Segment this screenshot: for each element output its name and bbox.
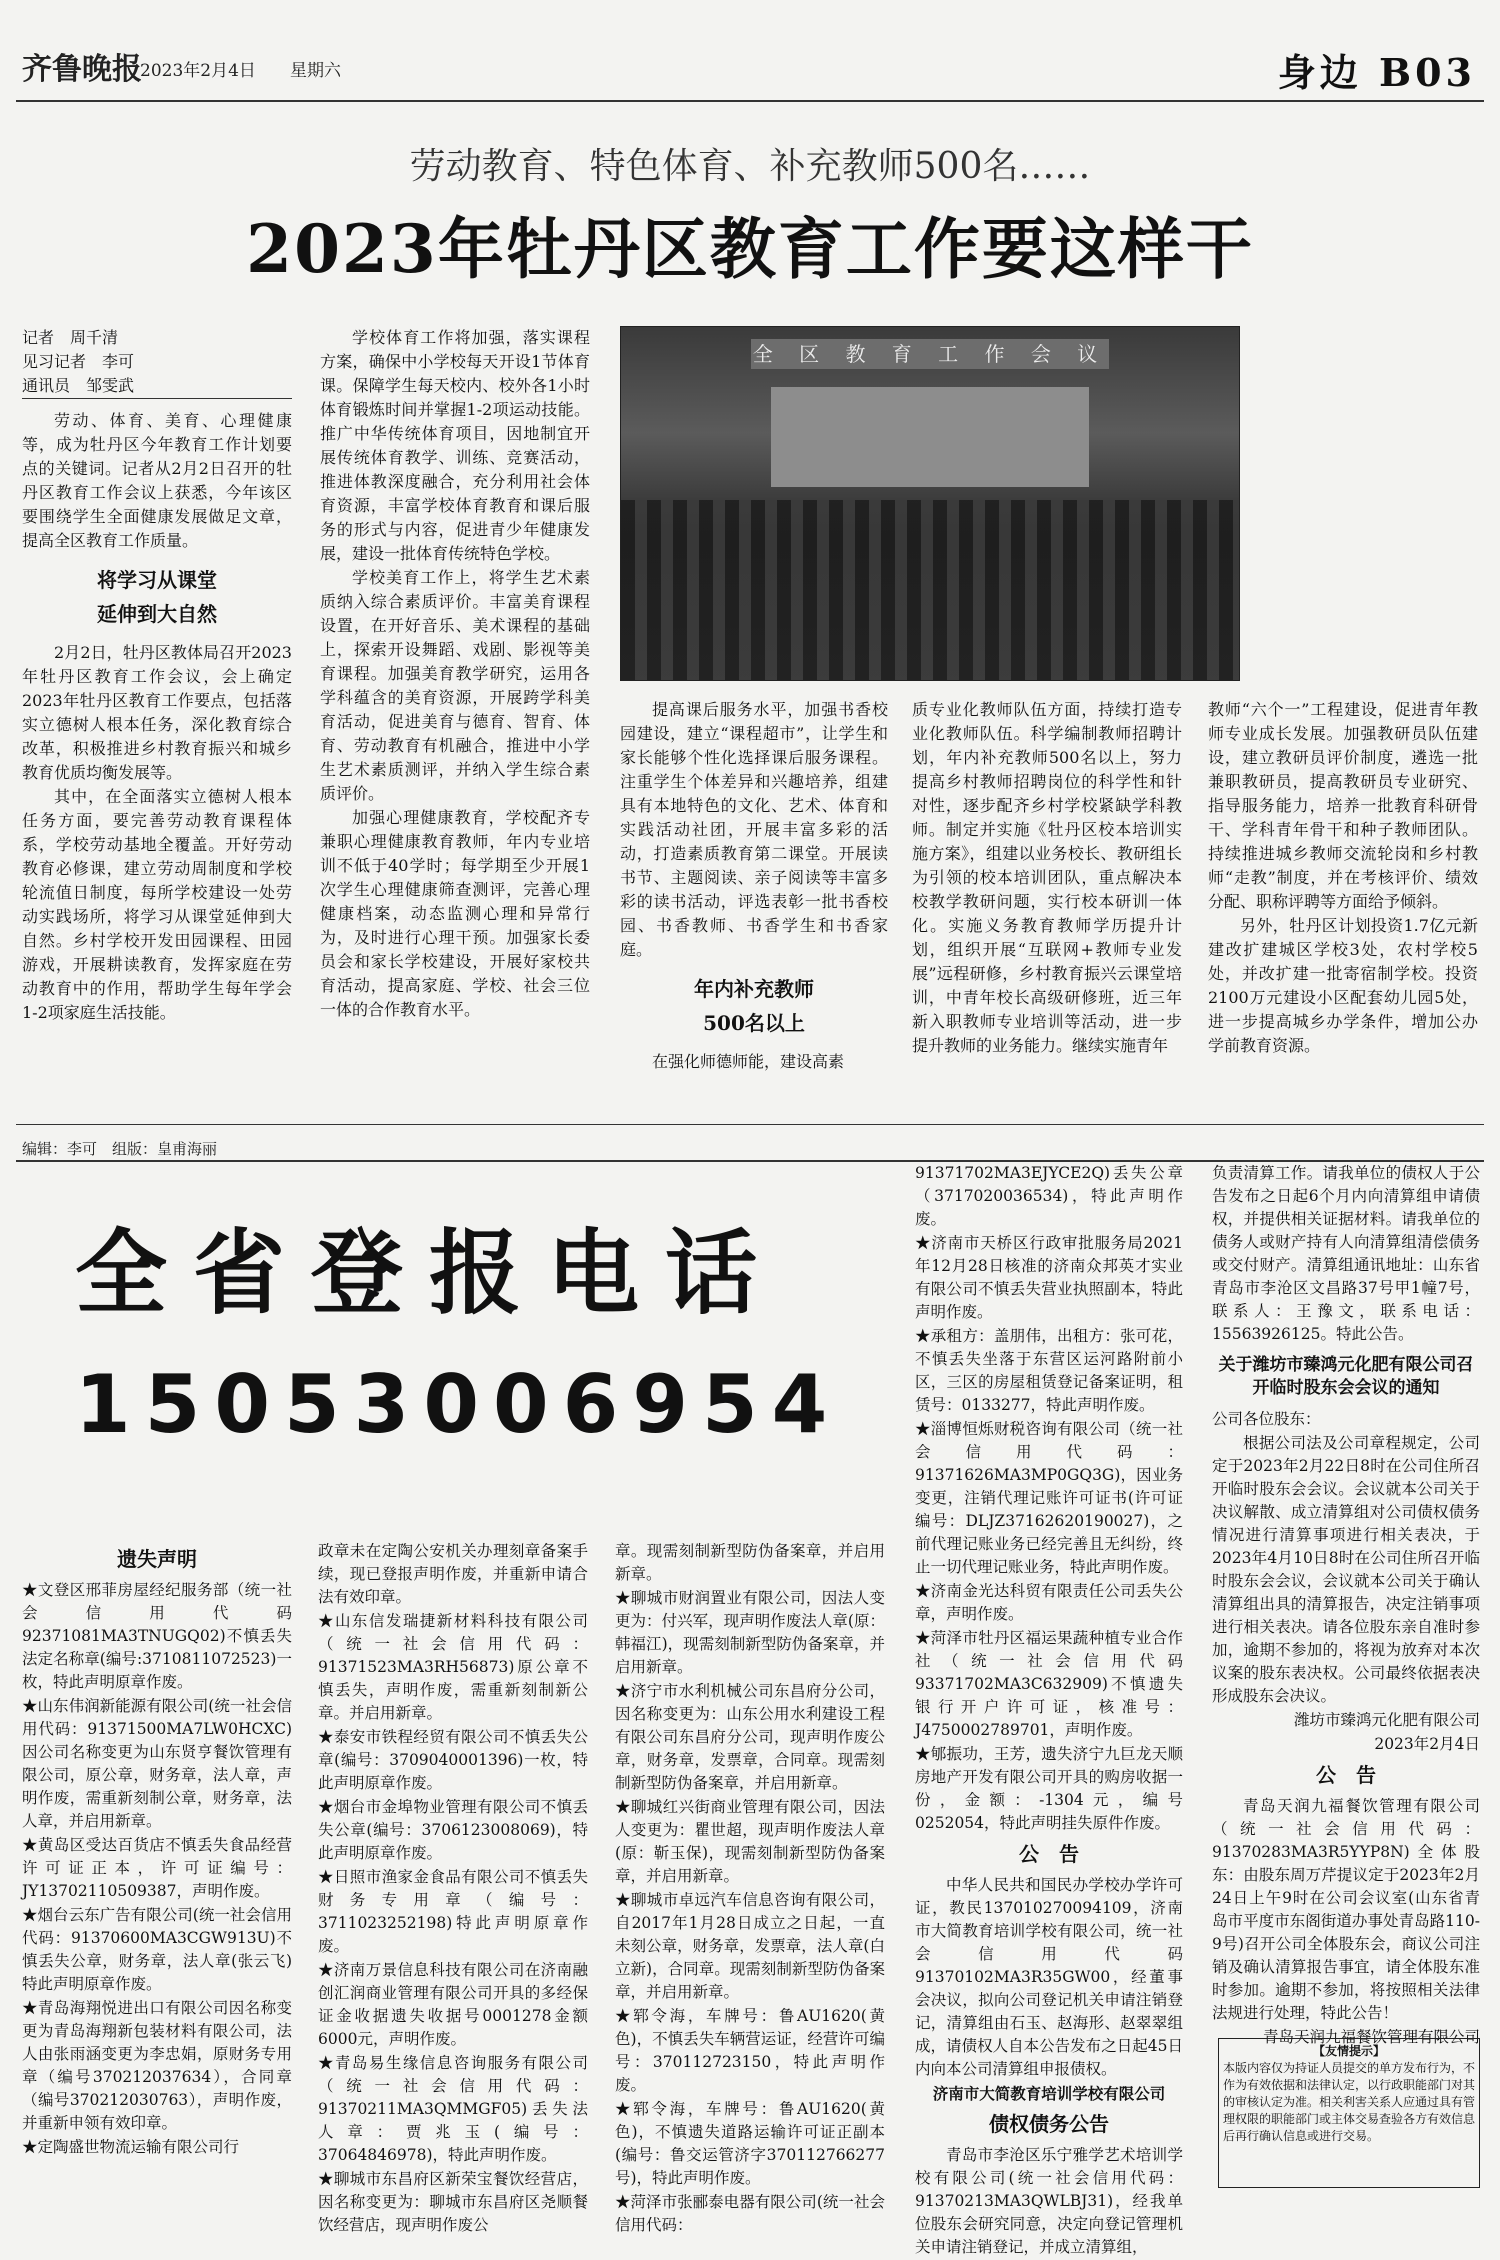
byline-reporter: 记者 周千清 xyxy=(22,328,119,347)
notice-item: ★黄岛区受达百货店不慎丢失食品经营许可证正本，许可证编号：JY13702110509387，声明作废。 xyxy=(22,1836,292,1900)
notice-item: ★山东信发瑞捷新材料科技有限公司（统一社会信用代码：91371523MA3RH56873)原公章不慎丢失，声明作废，需重新刻制新公章。并启用新章。 xyxy=(318,1612,588,1722)
paragraph: 学校体育工作将加强，落实课程方案，确保中小学校每天开设1节体育课。保障学生每天校内、校外各1小时体育锻炼时间并掌握1-2项运动技能。推广中华传统体育项目，因地制宜开展传统体育教学、训练、竞赛活动，推进体教深度融合，充分利用社会体育资源，丰富学校体育教育和课后服务的形式与内容，促进青少年健康发展，建设一批体育传统特色学校。 xyxy=(320,328,590,563)
tip-body: 本版内容仅为持证人员提交的单方发布行为，不作为有效依据和法律认定，以行政职能部门对其的审核认定为准。相关利害关系人应通过具有管理权限的职能部门或主体交易查验各方有效信息后再行确认信息或进行交易。 xyxy=(1223,2061,1476,2143)
notice-item: ★济南市天桥区行政审批服务局2021年12月28日核准的济南众邦英才实业有限公司不慎丢失营业执照副本，特此声明作废。 xyxy=(915,1234,1183,1321)
subheading-1 xyxy=(22,563,292,631)
notice-signature: 潍坊市臻鸿元化肥有限公司 xyxy=(1293,1711,1480,1729)
article-title: 2023年牡丹区教育工作要这样干 xyxy=(246,210,1254,288)
notice-column-d xyxy=(915,1162,1183,2260)
ad-phone-number: 15053006954 xyxy=(75,1358,842,1451)
paragraph: 提高课后服务水平，加强书香校园建设，建立“课程超市”，让学生和家长能够个性化选择课后服务课程。注重学生个体差异和兴趣培养，组建具有本地特色的文化、艺术、体育和实践活动社团，开展丰富多彩的活动，打造素质教育第二课堂。开展读书节、主题阅读、亲子阅读等丰富多彩的读书活动，评选表彰一批书香校园、书香教师、书香学生和书香家庭。 xyxy=(620,700,888,959)
article-subtitle: 劳动教育、特色体育、补充教师500名…… xyxy=(409,146,1091,187)
notice-item: 公司各位股东： xyxy=(1212,1410,1321,1428)
byline xyxy=(22,326,292,399)
notice-item: ★烟台云东广告有限公司(统一社会信用代码：91370600MA3CGW913U)不慎丢失公章，财务章，法人章(张云飞)特此声明原章作废。 xyxy=(22,1906,292,1993)
photo-stage xyxy=(771,387,1089,487)
notice-date: 2023年2月4日 xyxy=(1374,1735,1480,1753)
editor-credit: 编辑：李可 组版：皇甫海丽 xyxy=(22,1140,218,1158)
notice-item: ★郓令海，车牌号：鲁AU1620(黄色)，不慎丢失车辆营运证，经营许可编号：370112723150，特此声明作废。 xyxy=(615,2007,885,2094)
notice-item: ★泰安市铁程经贸有限公司不慎丢失公章(编号：3709040001396)一枚，特此声明原章作废。 xyxy=(318,1728,588,1792)
notice-item: ★承租方：盖朋伟，出租方：张可花，不慎丢失坐落于东营区运河路附前小区，三区的房屋租赁登记备案证明，租赁号：0133277，特此声明作废。 xyxy=(915,1327,1183,1414)
notice-item: ★烟台市金埠物业管理有限公司不慎丢失公章(编号：3706123008069)，特此声明原章作废。 xyxy=(318,1798,588,1862)
notice-item: 章。现需刻制新型防伪备案章，并启用新章。 xyxy=(615,1542,885,1583)
article-column-4 xyxy=(912,698,1182,1058)
notice-item: 根据公司法及公司章程规定，公司定于2023年2月22日8时在公司住所召开临时股东会会议。会议就本公司关于决议解散、成立清算组对公司债权债务情况进行清算事项进行相关表决，于2023年4月10日8时在公司住所召开临时股东会会议，会议就本公司关于确认清算组出具的清算报告，决定注销事项进行相关表决。请各位股东亲自准时参加，逾期不参加的，将视为放弃对本次议案的股东表决权。公司最终依据表决形成股东会决议。 xyxy=(1212,1434,1480,1705)
friendly-tip-box xyxy=(1218,2038,1480,2188)
notice-item: 青岛天润九福餐饮管理有限公司（统一社会信用代码：91370283MA3R5YYP8N)全体股东：由股东周万芹提议定于2023年2月24日上午9时在公司会议室(山东省青岛市平度市东阁街道办事处青岛路110-9号)召开公司全体股东会，商议公司注销及确认清算报告事宜，请全体股东准时参加。逾期不参加，将按照相关法律法规进行处理，特此公告！ xyxy=(1212,1797,1480,2022)
notice-item: ★聊城市东昌府区新荣宝餐饮经营店，因名称变更为：聊城市东昌府区尧顺餐饮经营店，现声明作废公 xyxy=(318,2170,588,2234)
notice-column-e xyxy=(1212,1162,1480,2050)
notice-column-c xyxy=(615,1540,885,2238)
tip-heading: 【友情提示】 xyxy=(1312,2044,1385,2058)
notice-item: ★定陶盛世物流运输有限公司行 xyxy=(22,2138,240,2156)
paragraph: 另外，牡丹区计划投资1.7亿元新建改扩建城区学校3处，农村学校5处，并改扩建一批寄宿制学校。投资2100万元建设小区配套幼儿园5处，进一步提高城乡办学条件，增加公办学前教育资源。 xyxy=(1208,916,1478,1055)
notice-item: ★济宁市水利机械公司东昌府分公司，因名称变更为：山东公用水利建设工程有限公司东昌府分公司，现声明作废公章，财务章，发票章，合同章。现需刻制新型防伪备案章，并启用新章。 xyxy=(615,1682,885,1792)
notice-item: ★菏泽市牡丹区福运果蔬种植专业合作社（统一社会信用代码93371702MA3C632909)不慎遗失银行开户许可证，核准号：J4750002789701，声明作废。 xyxy=(915,1629,1183,1739)
notice-signature: 济南市大简教育培训学校有限公司 xyxy=(932,2084,1166,2103)
section-label: 身边 B03 xyxy=(1277,50,1476,95)
paragraph: 质专业化教师队伍方面，持续打造专业化教师队伍。科学编制教师招聘计划，年内补充教师500名以上，努力提高乡村教师招聘岗位的科学性和针对性，逐步配齐乡村学校紧缺学科教师。制定并实施《牡丹区校本培训实施方案》，组建以业务校长、教研组长为引领的校本培训团队，重点解决本校教学教研问题，实行校本研训一体化。实施义务教育教师学历提升计划，组织开展“互联网+教师专业发展”远程研修，乡村教育振兴云课堂培训，中青年校长高级研修班，近三年新入职教师专业培训等活动，进一步提升教师的业务能力。继续实施青年 xyxy=(912,700,1182,1055)
byline-correspondent: 通讯员 邹雯武 xyxy=(22,374,292,399)
notice-column-b xyxy=(318,1540,588,2238)
paragraph: 2月2日，牡丹区教体局召开2023年牡丹区教育工作会议，会上确定2023年牡丹区教育工作要点，包括落实立德树人根本任务，深化教育综合改革，积极推进乡村教育振兴和城乡教育优质均衡发展等。 xyxy=(22,643,292,782)
notice-item: 91371702MA3EJYCE2Q)丢失公章（3717020036534)，特此声明作废。 xyxy=(915,1164,1183,1228)
notice-heading: 关于潍坊市臻鸿元化肥有限公司召开临时股东会会议的通知 xyxy=(1218,1355,1474,1398)
notice-item: 中华人民共和国民办学校办学许可证，教民137010270094109，济南市大简教育培训学校有限公司，统一社会信用代码91370102MA3R35GW00，经董事会决议，拟向公司登记机关申请注销登记，清算组由石玉、赵海形、赵翠翠组成，请债权人自本公告发布之日起45日内向本公司清算组申报债权。 xyxy=(915,1876,1183,2078)
paragraph: 加强心理健康教育，学校配齐专兼职心理健康教育教师，年内专业培训不低于40学时；每学期至少开展1次学生心理健康筛查测评，完善心理健康档案，动态监测心理和异常行为，及时进行心理干预。加强家长委员会和家长学校建设，开展好家校共育活动，提高家庭、学校、社会三位一体的合作教育水平。 xyxy=(320,808,590,1019)
notice-item: ★青岛海翔悦进出口有限公司因名称变更为青岛海翔新包装材料有限公司，法人由张雨涵变更为李忠娟，原财务专用章（编号370212037634），合同章（编号370212030763），声明作废，并重新申领有效印章。 xyxy=(22,1999,292,2132)
newspaper-logo: 齐鲁晚报 xyxy=(22,52,142,87)
notice-item: ★济南万景信息科技有限公司在济南融创汇润商业管理有限公司开具的多经保证金收据遗失收据号0001278金额6000元，声明作废。 xyxy=(318,1961,588,2048)
byline-intern: 见习记者 李可 xyxy=(22,352,135,371)
issue-date: 2023年2月4日 xyxy=(140,61,256,81)
notice-signature: 青岛天润九福餐饮管理有限公司 xyxy=(1262,2028,1480,2046)
notice-item: ★淄博恒烁财税咨询有限公司（统一社会信用代码：91371626MA3MP0GQ3G)，因业务变更，注销代理记账许可证书(许可证编号：DLJZ37162620190027)，之前代理记账业务已经完善且无纠纷，终止一切代理记账业务，特此声明作废。 xyxy=(915,1420,1183,1576)
meeting-photo xyxy=(620,326,1240,681)
notice-item: ★郇振功，王芳，遗失济宁九巨龙天顺房地产开发有限公司开具的购房收据一份，金额：-1304元，编号0252054，特此声明挂失原件作废。 xyxy=(915,1745,1183,1832)
subheading-line: 年内补充教师 xyxy=(694,977,814,1001)
notice-item: ★日照市渔家金食品有限公司不慎丢失财务专用章（编号：3711023252198)特此声明原章作废。 xyxy=(318,1868,588,1955)
photo-audience xyxy=(621,500,1239,680)
notice-item: 负责清算工作。请我单位的债权人于公告发布之日起6个月内向清算组申请债权，并提供相关证据材料。请我单位的债务人或财产持有人向清算组清偿债务或交付财产。清算组通讯地址：山东省青岛市李沧区文昌路37号甲1幢7号，联系人：王豫文，联系电话：15563926125。特此公告。 xyxy=(1212,1164,1480,1343)
notice-item: ★郓令海，车牌号：鲁AU1620(黄色)，不慎遗失道路运输许可证正副本(编号：鲁交运管济字370112766277号)，特此声明作废。 xyxy=(615,2100,885,2187)
paragraph: 教师“六个一”工程建设，促进青年教师专业成长发展。加强教研员队伍建设，建立教研员评价制度，遴选一批兼职教研员，提高教研员专业研究、指导服务能力，培养一批教育科研骨干、学科青年骨干和种子教师团队。持续推进城乡教师交流轮岗和乡村教师“走教”制度，并在考核评价、绩效分配、职称评聘等方面给予倾斜。 xyxy=(1208,700,1478,911)
paragraph: 劳动、体育、美育、心理健康等，成为牡丹区今年教育工作计划要点的关键词。记者从2月2日召开的牡丹区教育工作会议上获悉，今年该区要围绕学生全面健康发展做足文章，提高全区教育工作质量。 xyxy=(22,411,292,550)
photo-banner: 全 区 教 育 工 作 会 议 xyxy=(751,339,1109,369)
ad-title: 全省登报电话 xyxy=(75,1220,784,1327)
notice-item: ★济南金光达科贸有限责任公司丢失公章，声明作废。 xyxy=(915,1582,1183,1623)
article-column-2 xyxy=(320,326,590,1022)
notice-item: ★青岛易生缘信息咨询服务有限公司（统一社会信用代码：91370211MA3QMMGF05)丢失法人章：贾兆玉(编号：37064846978)，特此声明作废。 xyxy=(318,2054,588,2164)
notice-item: 青岛市李沧区乐宁雅学艺术培训学校有限公司(统一社会信用代码：91370213MA3QWLBJ31)，经我单位股东会研究同意，决定向登记管理机关申请注销登记，并成立清算组， xyxy=(915,2146,1183,2256)
masthead-divider xyxy=(16,100,1484,102)
paragraph: 在强化师德师能，建设高素 xyxy=(652,1052,845,1071)
notice-item: ★山东伟润新能源有限公司(统一社会信用代码：91371500MA7LW0HCXC)因公司名称变更为山东贤亨餐饮管理有限公司，原公章，财务章，法人章，声明作废，需重新刻制公章，财务章，法人章，并启用新章。 xyxy=(22,1697,292,1830)
paragraph: 其中，在全面落实立德树人根本任务方面，要完善劳动教育课程体系，学校劳动基地全覆盖。开好劳动教育必修课，建立劳动周制度和学校轮流值日制度，每所学校建设一处劳动实践场所，将学习从课堂延伸到大自然。乡村学校开发田园课程、田园游戏，开展耕读教育，发挥家庭在劳动教育中的作用，帮助学生每年学会1-2项家庭生活技能。 xyxy=(22,787,292,1022)
article-column-3 xyxy=(620,698,888,1074)
article-column-5 xyxy=(1208,698,1478,1058)
notice-item: 政章未在定陶公安机关办理刻章备案手续，现已登报声明作废，并重新申请合法有效印章。 xyxy=(318,1542,588,1606)
notice-item: ★菏泽市张郦泰电器有限公司(统一社会信用代码： xyxy=(615,2193,885,2234)
paragraph: 学校美育工作上，将学生艺术素质纳入综合素质评价。丰富美育课程设置，在开好音乐、美术课程的基础上，探索开设舞蹈、戏剧、影视等美育课程。加强美育教学研究，运用各学科蕴含的美育资源，开展跨学科美育活动，促进美育与德育、智育、体育、劳动教育有机融合，推进中小学生艺术素质测评，并纳入学生综合素质评价。 xyxy=(320,568,590,803)
notice-item: ★文登区邢菲房屋经纪服务部（统一社会信用代码92371081MA3TNUGQ02)不慎丢失法定名称章(编号:3710811072523)一枚，特此声明原章作废。 xyxy=(22,1581,292,1691)
issue-weekday: 星期六 xyxy=(290,61,341,81)
notice-column-a xyxy=(22,1540,292,2160)
article-column-1 xyxy=(22,326,292,1025)
article-bottom-divider xyxy=(16,1124,1484,1125)
notice-heading: 债权债务公告 xyxy=(989,2112,1109,2136)
notice-item: ★聊城市财润置业有限公司，因法人变更为：付兴军，现声明作废法人章(原：韩福江)，现需刻制新型防伪备案章，并启用新章。 xyxy=(615,1589,885,1676)
subheading-line: 延伸到大自然 xyxy=(97,602,217,626)
notice-item: ★聊城市卓远汽车信息咨询有限公司，自2017年1月28日成立之日起，一直未刻公章，财务章，发票章，法人章(白立新)，合同章。现需刻制新型防伪备案章，并启用新章。 xyxy=(615,1891,885,2001)
subheading-line: 将学习从课堂 xyxy=(97,568,217,592)
notice-heading: 公 告 xyxy=(1019,1842,1079,1866)
notice-item: ★聊城红兴街商业管理有限公司，因法人变更为：瞿世超，现声明作废法人章(原：靳玉保)，现需刻制新型防伪备案章，并启用新章。 xyxy=(615,1798,885,1885)
subheading-2 xyxy=(620,972,888,1040)
notice-heading: 遗失声明 xyxy=(117,1547,197,1571)
subheading-line: 500名以上 xyxy=(703,1011,805,1035)
notice-heading: 公 告 xyxy=(1316,1763,1376,1787)
